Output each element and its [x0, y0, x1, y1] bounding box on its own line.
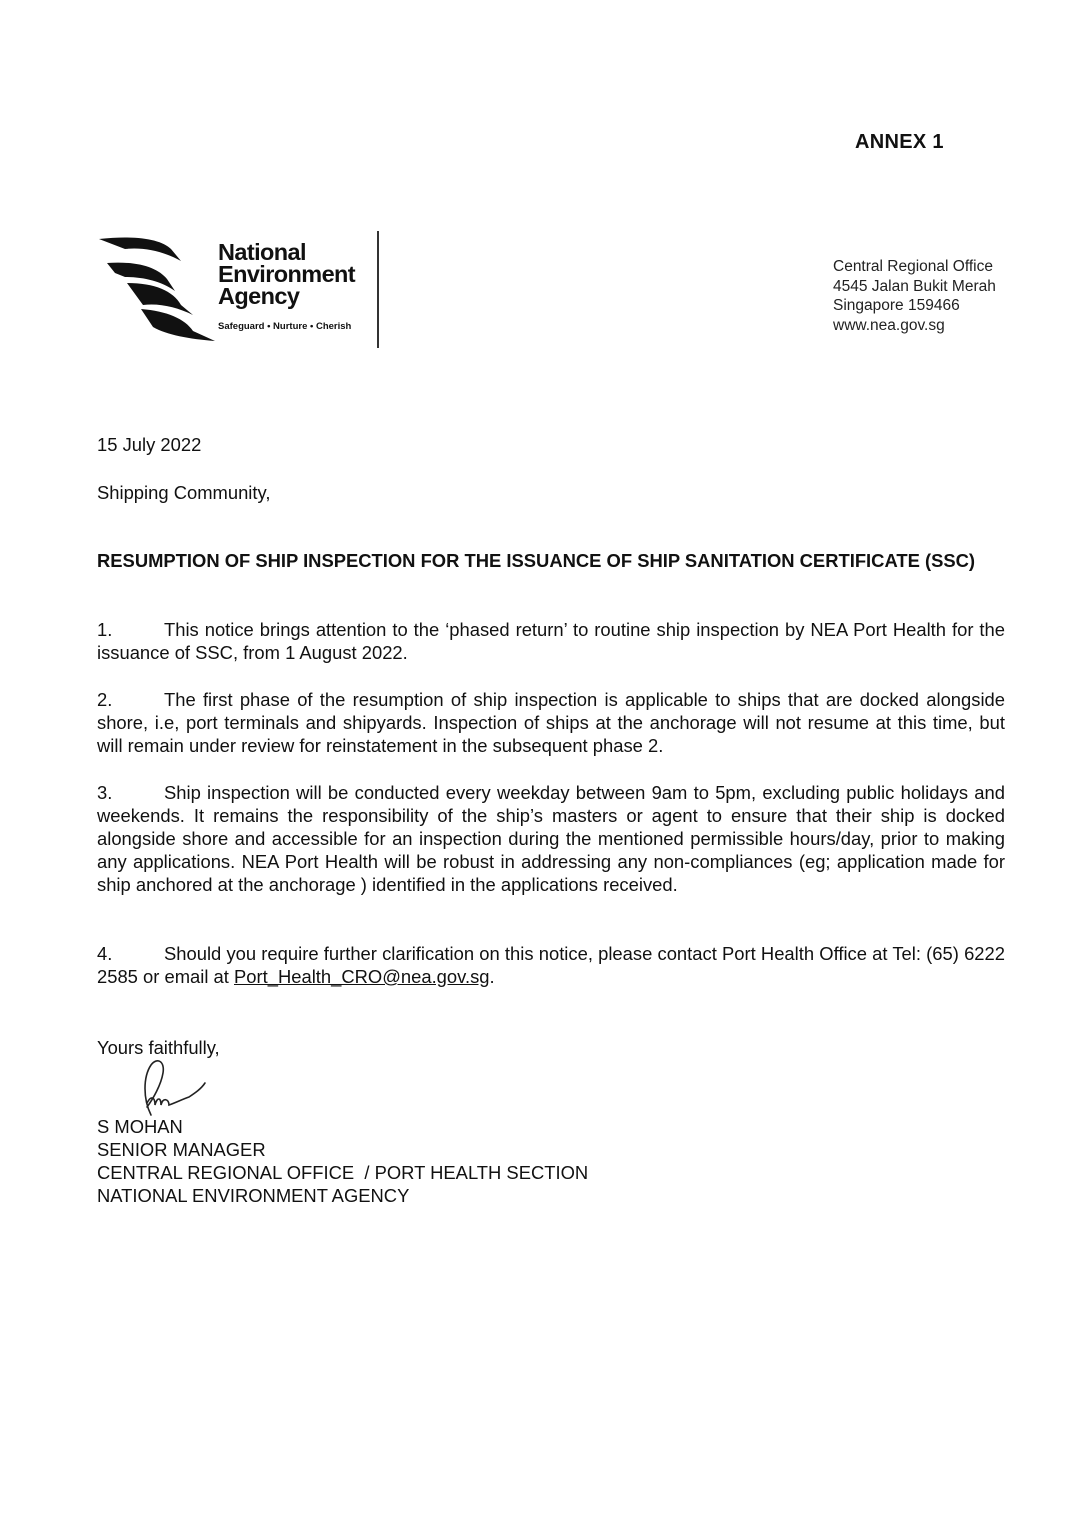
paragraph-number: 4.: [97, 943, 113, 964]
agency-name-line: National: [218, 239, 306, 265]
paragraph-2: [97, 688, 1005, 757]
paragraph-suffix: .: [489, 966, 495, 987]
paragraph-number: 3.: [97, 782, 113, 803]
agency-name-line: Agency: [218, 283, 300, 309]
address-office: Central Regional Office: [833, 258, 993, 275]
signatory-name: S MOHAN: [97, 1116, 183, 1137]
annex-label: ANNEX 1: [855, 131, 944, 153]
letter-date: 15 July 2022: [97, 434, 202, 455]
nea-logo-mark-icon: [97, 235, 215, 343]
paragraph-text: This notice brings attention to the ‘phased return’ to routine ship inspection by NEA Port Health for the issuance of SSC, from 1 August 2022.: [97, 619, 1005, 663]
paragraph-3: [97, 781, 1005, 896]
logo-divider: [377, 231, 379, 348]
signatory-organisation: NATIONAL ENVIRONMENT AGENCY: [97, 1185, 410, 1206]
address-website[interactable]: www.nea.gov.sg: [833, 316, 945, 334]
signatory-title: SENIOR MANAGER: [97, 1139, 266, 1160]
address-street: 4545 Jalan Bukit Merah: [833, 277, 996, 295]
paragraph-number: 1.: [97, 619, 113, 640]
signature-icon: [129, 1055, 219, 1121]
agency-name-line: Environment: [218, 261, 356, 287]
closing: Yours faithfully,: [97, 1037, 220, 1058]
paragraph-number: 2.: [97, 689, 113, 710]
paragraph-text: The first phase of the resumption of ship inspection is applicable to ships that are docked alongside shore, i.e, port terminals and shipyards. Inspection of ships at the anchorage will not resume at this time, but will remain under review for reinstatement in the subsequent phase 2.: [97, 689, 1005, 756]
paragraph-text: Should you require further clarification on this notice, please contact Port Health Office at Tel: (65) 6222 2585 or email at: [97, 943, 1005, 987]
signatory-department: CENTRAL REGIONAL OFFICE / PORT HEALTH SECTION: [97, 1162, 589, 1183]
contact-email-link[interactable]: Port_Health_CRO@nea.gov.sg: [234, 966, 490, 987]
paragraph-4: [97, 942, 1005, 988]
agency-name: [218, 241, 355, 307]
signatory-block: [97, 1115, 1005, 1207]
salutation: Shipping Community,: [97, 482, 271, 503]
paragraph-1: [97, 618, 1005, 664]
agency-tagline: Safeguard • Nurture • Cherish: [218, 321, 352, 332]
paragraph-text: Ship inspection will be conducted every weekday between 9am to 5pm, excluding public holidays and weekends. It remains the responsibility of the ship’s masters or agent to ensure that their ship is docked alongside shore and accessible for an inspection during the mentioned permissible hours/day, prior to making any applications. NEA Port Health will be robust in addressing any non-compliances (eg; application made for ship anchored at the anchorage ) identified in the applications received.: [97, 782, 1005, 895]
letter-heading: RESUMPTION OF SHIP INSPECTION FOR THE ISSUANCE OF SHIP SANITATION CERTIFICATE (SSC): [97, 550, 976, 571]
address-city: Singapore 159466: [833, 297, 960, 314]
sender-address: [833, 257, 996, 335]
nea-logo: [97, 231, 387, 349]
